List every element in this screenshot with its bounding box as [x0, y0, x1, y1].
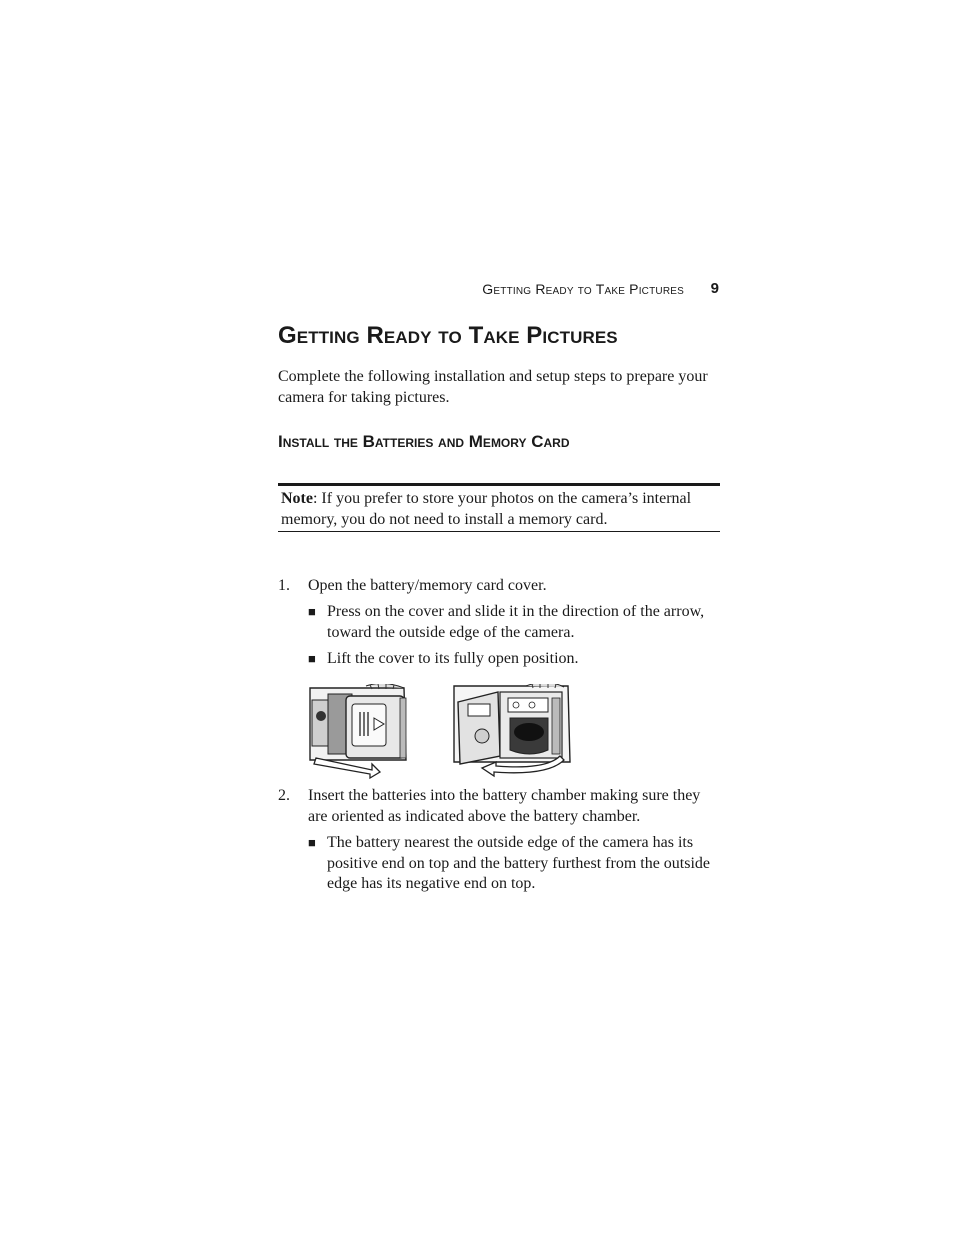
running-title: Getting Ready to Take Pictures — [482, 281, 684, 297]
chapter-title: Getting Ready to Take Pictures — [278, 322, 618, 349]
bullet-text: Press on the cover and slide it in the direction of the arrow, toward the outside edge of the camera. — [327, 603, 705, 641]
bullet-square-icon: ■ — [308, 835, 316, 850]
intro-paragraph: Complete the following installation and setup steps to prepare your camera for taking pictures. — [278, 368, 708, 406]
bullet-square-icon: ■ — [308, 651, 316, 666]
bullet-square-icon: ■ — [308, 604, 316, 619]
note-text — [281, 489, 717, 530]
section-heading: Install the Batteries and Memory Card — [278, 432, 570, 451]
step-number: 2. — [278, 787, 290, 804]
step-text: Insert the batteries into the battery chamber making sure they are oriented as indicated above the battery chamber. — [308, 787, 701, 825]
step-text: Open the battery/memory card cover. — [308, 577, 547, 594]
note-label: Note — [281, 490, 313, 507]
slide-cover-drawing — [308, 684, 428, 780]
bullet-text: The battery nearest the outside edge of the camera has its positive end on top and the battery furthest from the outside edge has its negative end on top. — [327, 834, 711, 892]
note-body: : If you prefer to store your photos on the camera’s internal memory, you do not need to install a memory card. — [281, 490, 692, 528]
note-box — [278, 483, 720, 532]
open-cover-illustration — [452, 684, 572, 780]
running-header — [460, 280, 720, 302]
bullet-text: Lift the cover to its fully open position. — [327, 650, 579, 667]
page-number: 9 — [710, 280, 719, 297]
slide-cover-illustration — [308, 684, 428, 780]
open-cover-drawing — [452, 684, 572, 780]
step-number: 1. — [278, 577, 290, 594]
